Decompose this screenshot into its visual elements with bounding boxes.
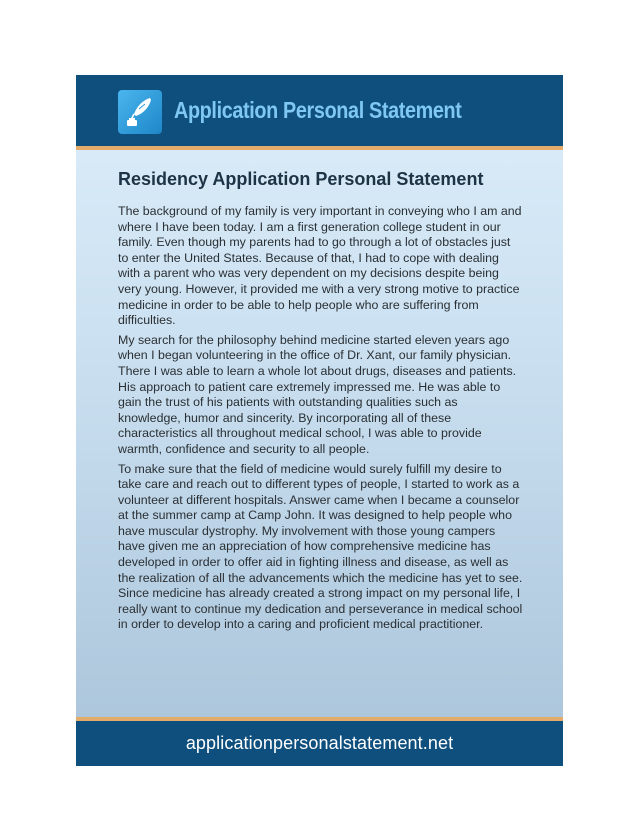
paragraph-3: To make sure that the field of medicine would surely fulfill my desire to take care and reach out to different types of people, I started to work as a volunteer at different hospitals. Answer came when I became a counselor at the summer camp at Camp John. It was designed to help people who have muscular dystrophy. My involvement with those young campers have given me an appreciation of how comprehensive medicine has developed in order to offer aid in fighting illness and disease, as well as the realization of all the advancements which the medicine has yet to see. Since medicine has already created a strong impact on my personal life, I really want to continue my dedication and perseverance in medical school in order to develop into a caring and proficient medical practitioner. [118, 461, 523, 632]
footer-website: applicationpersonalstatement.net [185, 733, 454, 753]
paragraph-1: The background of my family is very important in conveying who I am and where I have been today. I am a first generation college student in our family. Even though my parents had to go through a lot of obstacles just to enter the United States. Because of that, I had to cope with dealing with a parent who was very dependent on my decisions despite being very young. However, it provided me with a very strong motive to practice medicine in order to be able to help people who are suffering from difficulties. [118, 204, 522, 328]
document-title: Residency Application Personal Statement [118, 169, 484, 189]
document-page [76, 75, 563, 766]
page-header [76, 75, 563, 150]
paragraph-2: My search for the philosophy behind medicine started eleven years ago when I began volunteering in the office of Dr. Xant, our family physician. There I was able to learn a whole lot about drugs, diseases and patients. His approach to patient care extremely impressed me. He was able to gain the trust of his patients with outstanding qualities such as knowledge, humor and sincerity. By incorporating all of these characteristics all throughout medical school, I was able to provide warmth, confidence and security to all people. [118, 332, 517, 456]
quill-and-inkwell-icon [123, 95, 157, 129]
page-footer [76, 717, 563, 766]
header-title: Application Personal Statement [174, 97, 462, 123]
logo [118, 90, 162, 134]
document-body [118, 204, 523, 637]
